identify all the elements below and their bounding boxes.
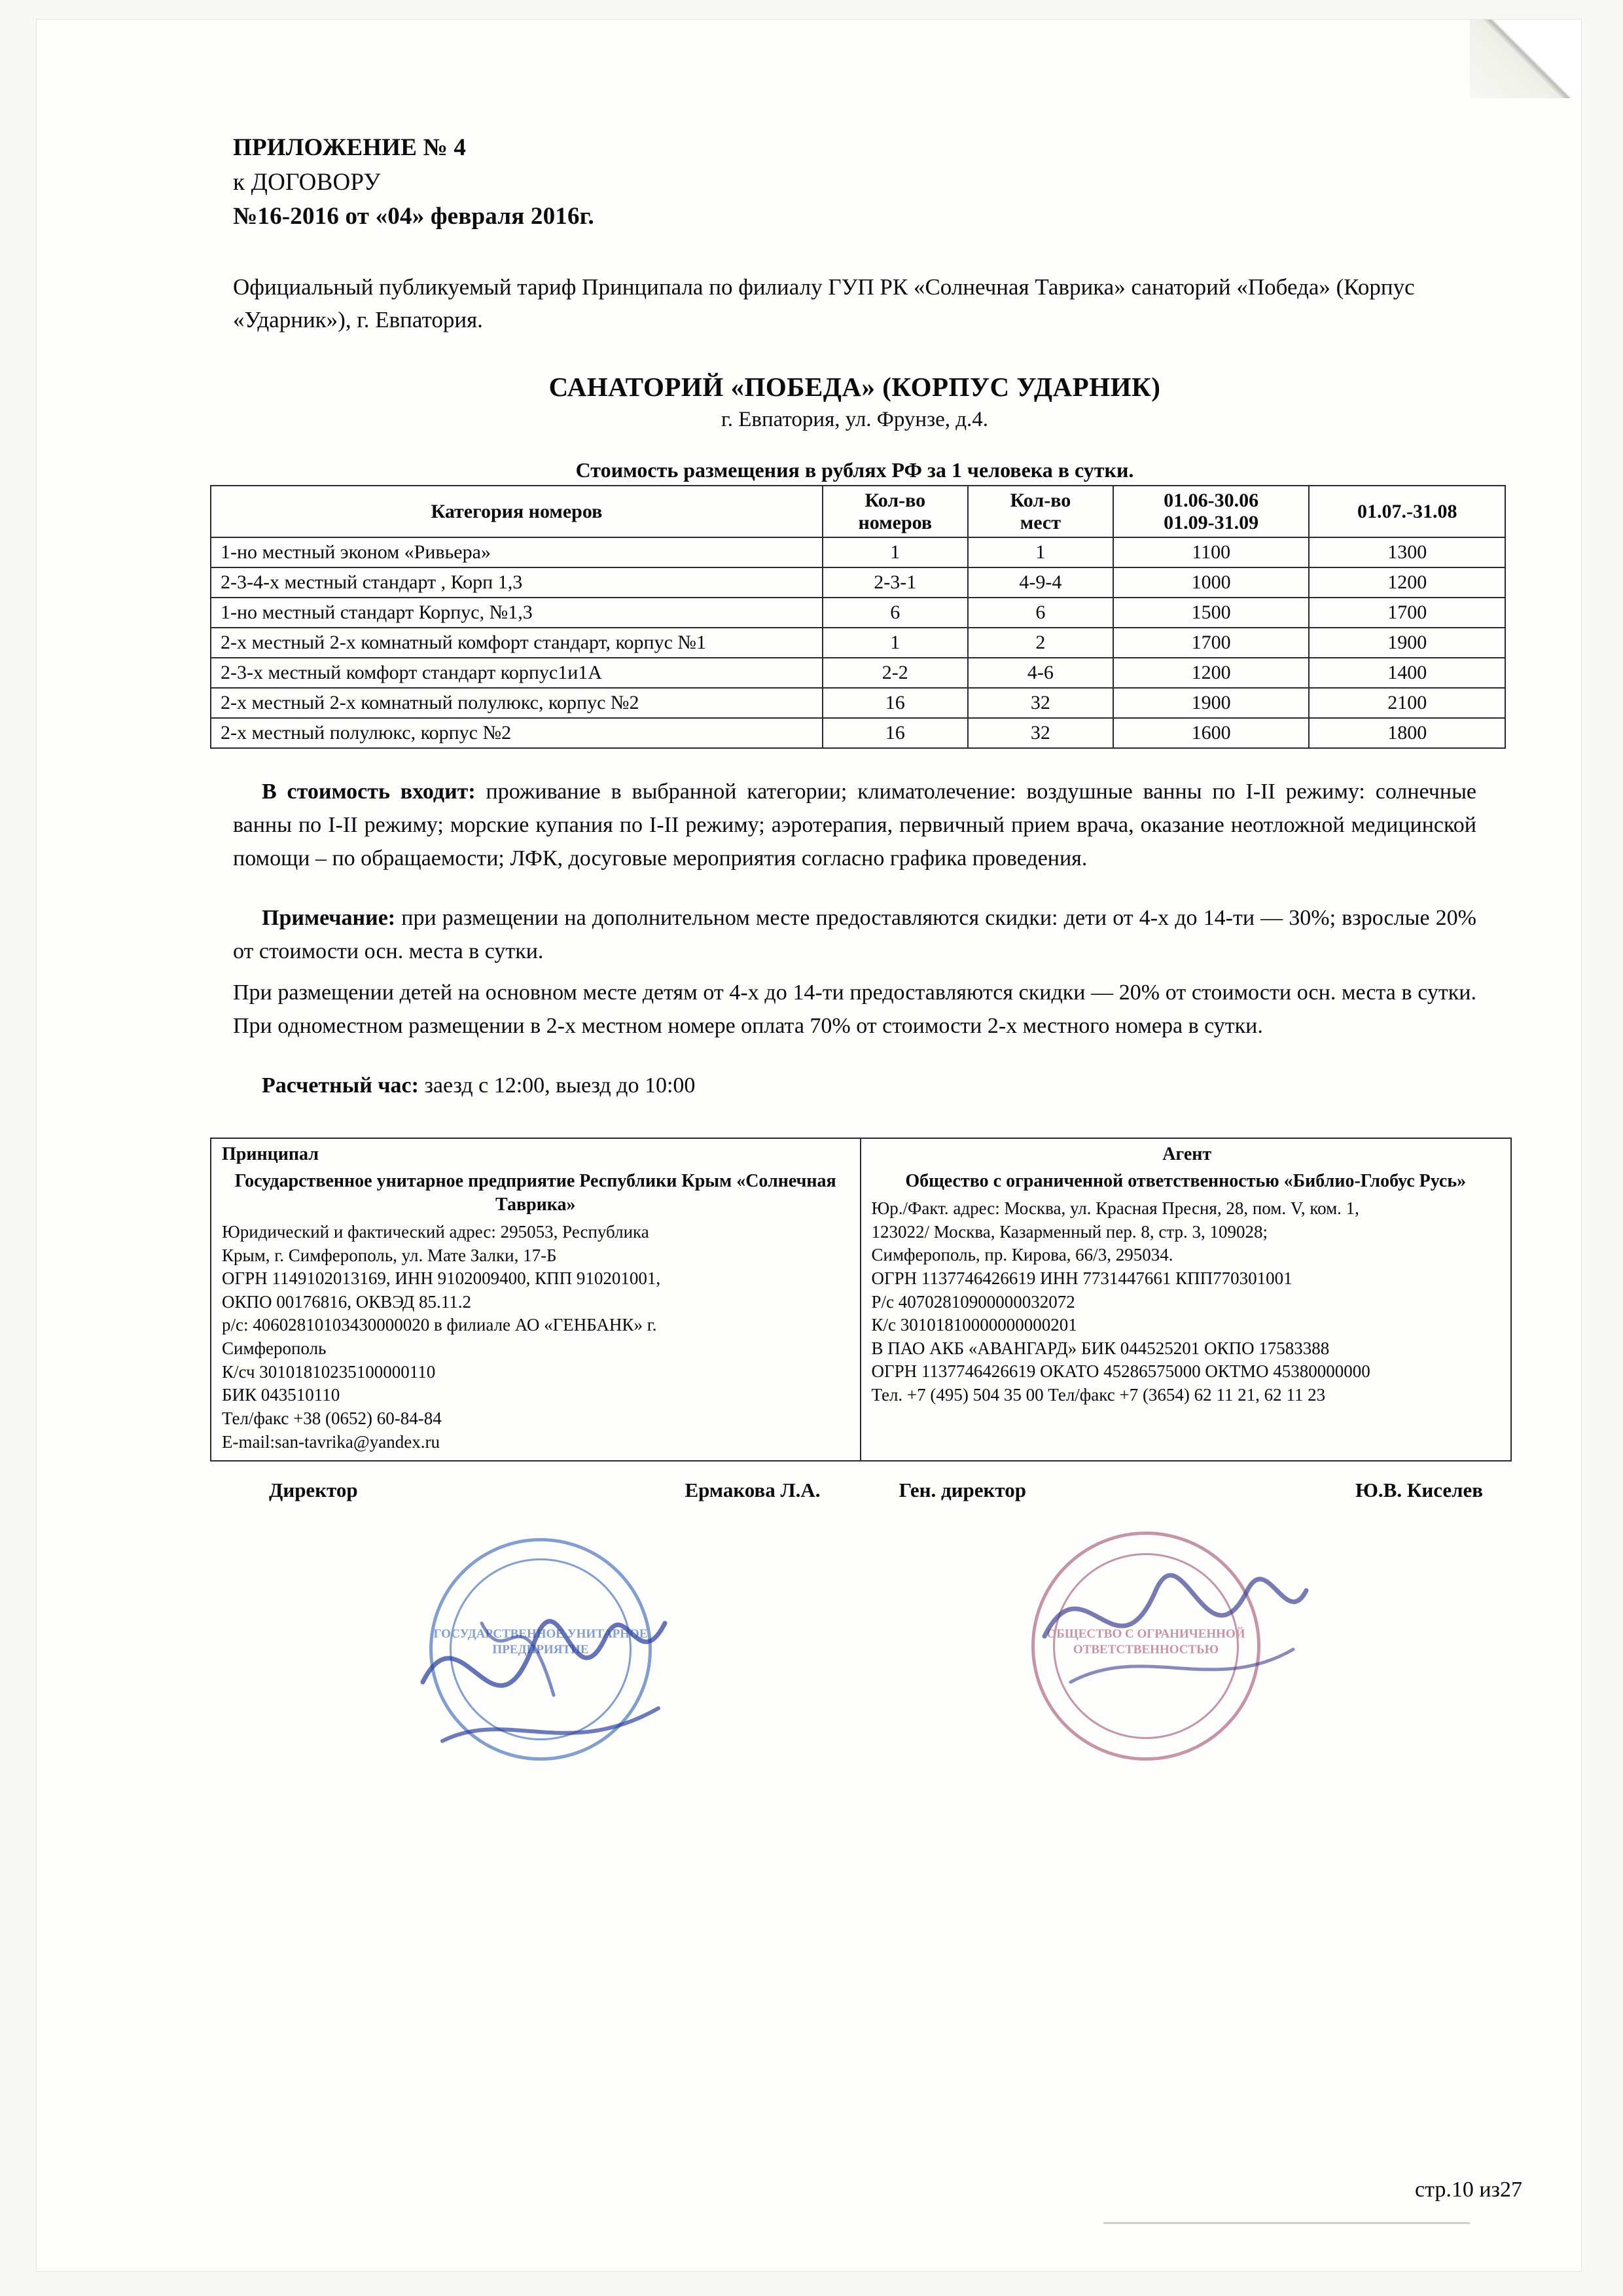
agent-line: Тел. +7 (495) 504 35 00 Тел/факс +7 (3654) 62 11 21, 62 11 23 (871, 1385, 1326, 1405)
footer-divider (1103, 2222, 1470, 2224)
principal-line: Крым, г. Симферополь, ул. Мате Залки, 17-Б (222, 1245, 557, 1265)
included-text: проживание в выбранной категории; климатолечение: воздушные ванны по I-II режиму: солнечные ванны по I-II режиму; морские купания по I-II режиму; аэротерапия, первичный прием врача, оказание неотложной медицинской помощи – по обращаемости; ЛФК, досуговые мероприятия согласно графика проведения. (233, 780, 1477, 871)
agent-stamp-text: ОБЩЕСТВО С ОГРАНИЧЕННОЙ ОТВЕТСТВЕННОСТЬЮ (1046, 1627, 1245, 1657)
table-row (211, 628, 1505, 658)
row-rooms: 16 (823, 688, 968, 718)
row-price-1: 1000 (1113, 567, 1310, 598)
principal-line: БИК 043510110 (222, 1385, 340, 1405)
header-period1-line1: 01.06-30.06 (1164, 490, 1259, 512)
row-rooms: 2-3-1 (823, 567, 968, 598)
row-price-2: 1200 (1309, 567, 1505, 598)
agent-signature (860, 1479, 1510, 1502)
row-price-1: 1500 (1113, 598, 1310, 628)
principal-stamp-text: ГОСУДАРСТВЕННОЕ УНИТАРНОЕ ПРЕДПРИЯТИЕ (433, 1627, 648, 1657)
principal-details (211, 1221, 860, 1460)
principal-line: К/сч 30101810235100000110 (222, 1361, 436, 1382)
parties-block (210, 1138, 1512, 1462)
agent-details (861, 1197, 1511, 1414)
row-price-1: 1900 (1113, 688, 1310, 718)
agent-line: Р/с 40702810900000032072 (871, 1291, 1075, 1312)
agent-line: К/с 30101810000000000201 (871, 1315, 1077, 1335)
table-caption: Стоимость размещения в рублях РФ за 1 человека в сутки. (575, 458, 1134, 482)
principal-sign-person: Ермакова Л.А. (685, 1479, 821, 1502)
agent-line: 123022/ Москва, Казарменный пер. 8, стр. 3, 109028; (871, 1221, 1268, 1242)
document-page (37, 20, 1581, 2271)
contract-number: №16-2016 от «04» февраля 2016г. (233, 203, 594, 230)
checkin-label: Расчетный час: (262, 1073, 419, 1098)
agent-round-stamp (1031, 1532, 1260, 1761)
row-price-2: 1900 (1309, 628, 1505, 658)
agent-ink-signature (1031, 1518, 1313, 1715)
agent-line: В ПАО АКБ «АВАНГАРД» БИК 044525201 ОКПО 17583388 (871, 1338, 1330, 1358)
document-content (221, 131, 1483, 1502)
principal-line: Юридический и фактический адрес: 295053, Республика (222, 1221, 649, 1242)
row-places: 4-9-4 (968, 567, 1113, 598)
note-text: при размещении на дополнительном месте предоставляются скидки: дети от 4-х до 14-ти — 30%; взрослые 20% от стоимости осн. места в сутки. (233, 906, 1476, 964)
agent-name: Общество с ограниченной ответственностью «Библио-Глобус Русь» (905, 1171, 1467, 1192)
row-places: 6 (968, 598, 1113, 628)
included-paragraph (233, 775, 1476, 875)
principal-signature (210, 1479, 860, 1502)
header-places (968, 486, 1113, 537)
note-label: Примечание: (262, 906, 396, 931)
row-price-2: 1300 (1309, 537, 1505, 567)
row-price-1: 1200 (1113, 658, 1310, 688)
header-rooms (823, 486, 968, 537)
agent-role: Агент (1162, 1144, 1212, 1165)
principal-line: Тел/факс +38 (0652) 60-84-84 (222, 1408, 442, 1428)
row-category: 2-3-4-х местный стандарт , Корп 1,3 (211, 567, 823, 598)
principal-sign-title: Директор (269, 1479, 358, 1502)
sanatorium-title: САНАТОРИЙ «ПОБЕДА» (КОРПУС УДАРНИК) (548, 372, 1161, 403)
header-rooms-line2: номеров (858, 511, 933, 533)
note-paragraph (233, 901, 1476, 968)
header-period1-line2: 01.09-31.09 (1164, 511, 1259, 533)
principal-line: E-mail:san-tavrika@yandex.ru (222, 1431, 440, 1452)
row-places: 4-6 (968, 658, 1113, 688)
row-places: 32 (968, 718, 1113, 748)
sanatorium-address: г. Евпатория, ул. Фрунзе, д.4. (721, 408, 989, 432)
header-rooms-line1: Кол-во (865, 490, 926, 512)
row-category: 2-3-х местный комфорт стандарт корпус1и1А (211, 658, 823, 688)
row-category: 2-х местный полулюкс, корпус №2 (211, 718, 823, 748)
row-places: 2 (968, 628, 1113, 658)
agent-line: Юр./Факт. адрес: Москва, ул. Красная Пресня, 28, пом. V, ком. 1, (871, 1198, 1359, 1219)
row-price-2: 1400 (1309, 658, 1505, 688)
document-header (233, 131, 1476, 234)
row-price-1: 1700 (1113, 628, 1310, 658)
agent-line: ОГРН 1137746426619 ИНН 7731447661 КПП770301001 (871, 1268, 1293, 1288)
row-category: 2-х местный 2-х комнатный полулюкс, корпус №2 (211, 688, 823, 718)
checkin-text: заезд с 12:00, выезд до 10:00 (418, 1073, 696, 1098)
header-category: Категория номеров (211, 486, 823, 537)
row-price-2: 1700 (1309, 598, 1505, 628)
row-rooms: 2-2 (823, 658, 968, 688)
header-period-2: 01.07.-31.08 (1309, 486, 1505, 537)
principal-role: Принципал (222, 1144, 319, 1165)
row-price-2: 2100 (1309, 688, 1505, 718)
row-rooms: 1 (823, 628, 968, 658)
intro-paragraph: Официальный публикуемый тариф Принципала по филиалу ГУП РК «Солнечная Таврика» санаторий «Победа» (Корпус «Ударник»), г. Евпатория. (233, 274, 1415, 333)
page-fold-corner (1470, 20, 1581, 98)
table-row (211, 688, 1505, 718)
party-agent (861, 1139, 1511, 1460)
appendix-title: ПРИЛОЖЕНИЕ № 4 (233, 134, 467, 161)
agent-sign-person: Ю.В. Киселев (1355, 1479, 1483, 1502)
agent-line: Симферополь, пр. Кирова, 66/3, 295034. (871, 1245, 1173, 1265)
header-places-line1: Кол-во (1010, 490, 1071, 512)
page-number: стр.10 из27 (1415, 2178, 1522, 2202)
row-places: 1 (968, 537, 1113, 567)
table-row (211, 598, 1505, 628)
row-price-1: 1600 (1113, 718, 1310, 748)
table-row (211, 567, 1505, 598)
note-paragraph-2: При размещении детей на основном месте детям от 4-х до 14-ти предоставляются скидки — 20% от стоимости осн. места в сутки. При одноместном размещении в 2-х местном номере оплата 70% от стоимости 2-х местного номера в сутки. (233, 980, 1476, 1039)
agent-line: ОГРН 1137746426619 ОКАТО 45286575000 ОКТМО 45380000000 (871, 1361, 1370, 1382)
row-category: 1-но местный стандарт Корпус, №1,3 (211, 598, 823, 628)
row-rooms: 6 (823, 598, 968, 628)
principal-line: ОКПО 00176816, ОКВЭД 85.11.2 (222, 1291, 471, 1312)
included-label: В стоимость входит: (262, 780, 476, 804)
row-category: 1-но местный эконом «Ривьера» (211, 537, 823, 567)
principal-ink-signature (403, 1545, 678, 1780)
row-rooms: 16 (823, 718, 968, 748)
agent-sign-title: Ген. директор (899, 1479, 1026, 1502)
table-header-row (211, 486, 1505, 537)
contract-label: к ДОГОВОРУ (233, 168, 381, 196)
table-row (211, 718, 1505, 748)
principal-line: ОГРН 1149102013169, ИНН 9102009400, КПП 910201001, (222, 1268, 661, 1289)
row-category: 2-х местный 2-х комнатный комфорт стандарт, корпус №1 (211, 628, 823, 658)
principal-line: р/с: 40602810103430000020 в филиале АО «ГЕНБАНК» г. (222, 1315, 657, 1335)
header-places-line2: мест (1020, 511, 1061, 533)
tariff-table (210, 485, 1506, 749)
principal-name: Государственное унитарное предприятие Республики Крым «Солнечная Таврика» (234, 1171, 836, 1215)
signature-row (210, 1479, 1509, 1502)
principal-round-stamp (429, 1538, 652, 1761)
table-row (211, 658, 1505, 688)
party-principal (211, 1139, 861, 1460)
row-price-2: 1800 (1309, 718, 1505, 748)
checkin-paragraph (233, 1069, 1476, 1102)
row-rooms: 1 (823, 537, 968, 567)
row-price-1: 1100 (1113, 537, 1310, 567)
table-row (211, 537, 1505, 567)
header-period-1 (1113, 486, 1310, 537)
principal-line: Симферополь (222, 1338, 327, 1359)
row-places: 32 (968, 688, 1113, 718)
